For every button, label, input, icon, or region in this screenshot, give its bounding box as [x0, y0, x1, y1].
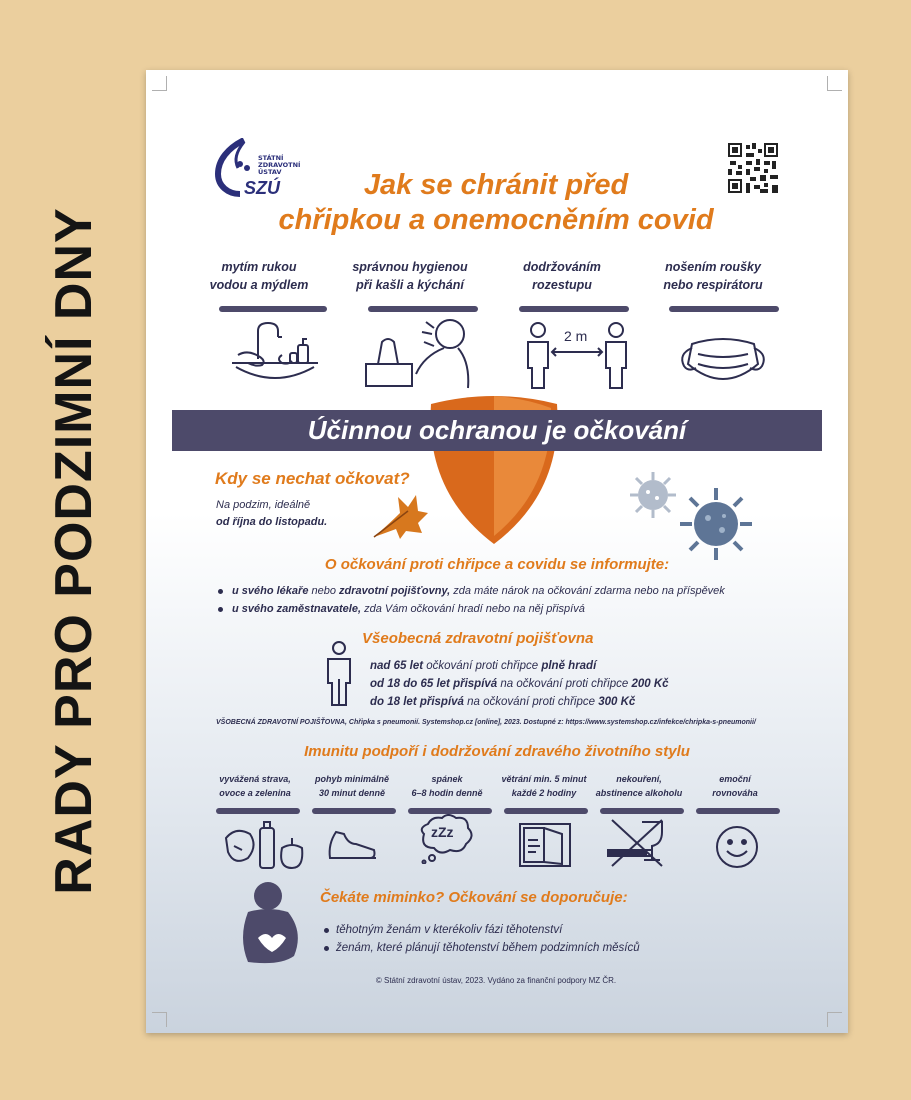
when-line1: Na podzim, ideálně — [216, 499, 311, 511]
divider — [696, 808, 780, 814]
divider — [504, 808, 588, 814]
crop-mark — [152, 1012, 167, 1027]
divider — [216, 808, 300, 814]
hand-washing-icon — [228, 319, 322, 391]
pregnancy-item: těhotným ženám v kterékoliv fázi těhotenství — [336, 924, 563, 936]
cough-hygiene-icon — [364, 314, 482, 392]
measure-label: mytím rukou vodou a mýdlem — [209, 260, 309, 292]
when-heading: Kdy se nechat očkovat? — [215, 469, 410, 488]
inform-item: u svého zaměstnavatele, zda Vám očkování hradí nebo na něj přispívá — [232, 603, 585, 615]
running-shoe-icon — [326, 826, 378, 862]
habit-label: emoční rovnováha — [712, 774, 758, 798]
crop-mark — [152, 76, 167, 91]
autumn-leaf-icon — [370, 493, 428, 541]
vzp-heading: Všeobecná zdravotní pojišťovna — [362, 630, 594, 647]
habit-label: spánek 6–8 hodin denně — [411, 774, 483, 798]
pregnancy-item: ženám, které plánují těhotenství během podzimních měsíců — [336, 942, 640, 954]
measure-label: správnou hygienou při kašli a kýchání — [352, 260, 468, 292]
measure-label: nošením roušky nebo respirátoru — [663, 260, 763, 292]
divider — [368, 306, 478, 312]
face-mask-icon — [676, 336, 770, 388]
poster — [146, 70, 848, 1033]
logo-abbr: SZÚ — [244, 178, 280, 198]
when-line2: od října do listopadu. — [216, 516, 328, 528]
vzp-row: od 18 do 65 let přispívá na očkování proti chřipce 200 Kč — [370, 678, 669, 690]
habit-label: pohyb minimálně 30 minut denně — [314, 774, 389, 798]
logo-org-name: STÁTNÍ ZDRAVOTNÍ ÚSTAV — [258, 154, 301, 176]
divider — [519, 306, 629, 312]
fruit-icon — [222, 818, 304, 872]
habit-label: větrání min. 5 minut každé 2 hodiny — [501, 774, 587, 798]
divider — [312, 808, 396, 814]
inform-heading: O očkování proti chřipce a covidu se informujte: — [324, 556, 670, 573]
habit-label: vyvážená strava, ovoce a zelenina — [219, 774, 291, 798]
banner-text: Účinnou ochranou je očkování — [307, 415, 687, 445]
vzp-row: do 18 let přispívá na očkování proti chřipce 300 Kč — [370, 696, 636, 708]
pregnant-woman-icon — [234, 878, 302, 964]
footer-copyright: © Státní zdravotní ústav, 2023. Vydáno za finanční podpory MZ ČR. — [375, 976, 617, 985]
virus-icon — [676, 484, 756, 564]
divider — [669, 306, 779, 312]
vzp-source: VŠOBECNÁ ZDRAVOTNÍ POJIŠŤOVNA, Chřipka s pneumonií. Systemshop.cz [online], 2023. Dostupné z: https://www.systemshop.cz/infekce/chripka-s-pneumonii/ — [216, 719, 756, 726]
bullet — [324, 946, 329, 951]
bullet — [324, 928, 329, 933]
lifestyle-heading: Imunitu podpoří i dodržování zdravého životního stylu — [304, 743, 690, 760]
virus-icon — [626, 468, 680, 522]
distance-label: 2 m — [564, 328, 588, 344]
vzp-row: nad 65 let očkování proti chřipce plně hradí — [370, 660, 597, 672]
inform-item: u svého lékaře nebo zdravotní pojišťovny, zda máte nárok na očkování zdarma nebo na příspěvek — [232, 585, 725, 597]
bullet — [218, 607, 223, 612]
side-title: RADY PRO PODZIMNÍ DNY — [45, 207, 103, 895]
bullet — [218, 589, 223, 594]
smiley-icon — [714, 824, 760, 870]
qr-code-icon — [728, 143, 778, 193]
measure-label: dodržováním rozestupu — [523, 260, 601, 292]
window-icon — [516, 820, 574, 870]
sleep-text: zZz — [431, 824, 454, 840]
no-smoking-alcohol-icon — [604, 816, 670, 870]
divider — [219, 306, 327, 312]
person-icon — [324, 641, 354, 707]
habit-label: nekouření, abstinence alkoholu — [595, 774, 683, 798]
divider — [600, 808, 684, 814]
page-title: Jak se chránit před chřipkou a onemocněním covid — [278, 169, 714, 236]
pregnancy-heading: Čekáte miminko? Očkování se doporučuje: — [320, 889, 628, 906]
crop-mark — [827, 1012, 842, 1027]
crop-mark — [827, 76, 842, 91]
